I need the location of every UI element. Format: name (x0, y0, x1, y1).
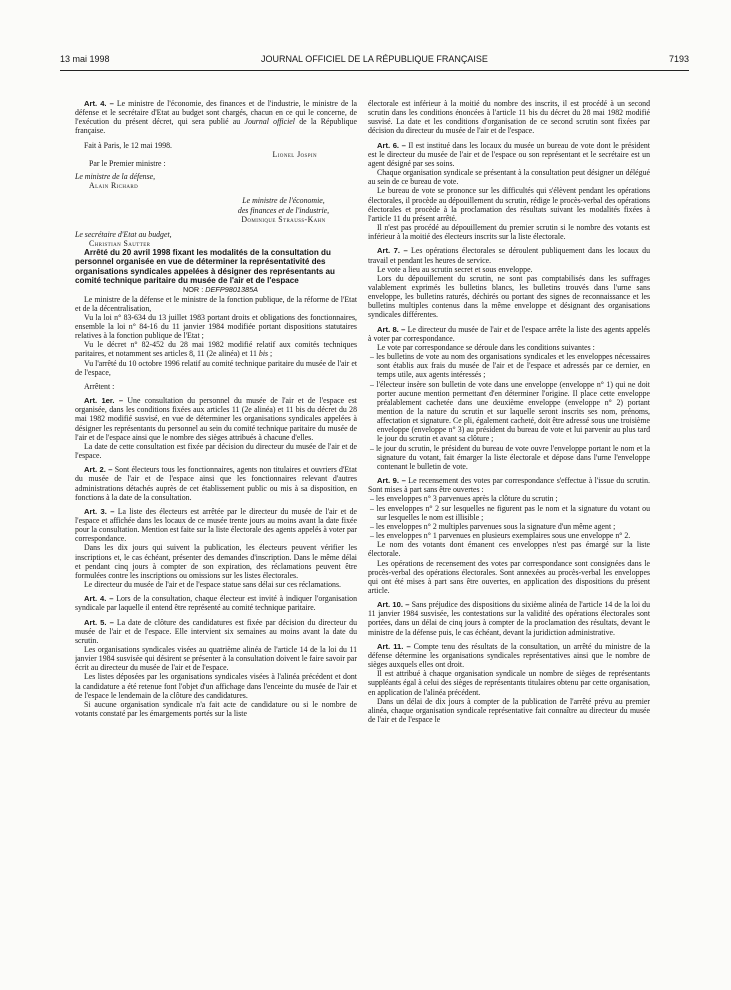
list-item: – le jour du scrutin, le président du bureau de vote ouvre l'enveloppe portant le nom et la signature du votant, fait émarger la liste électorale et dépose dans l'urne l'enveloppe contenant le bulletin de vote. (368, 444, 650, 471)
pm-signature: Lionel Jospin (272, 149, 317, 159)
article-7-p3: Lors du dépouillement du scrutin, ne sont pas comptabilisés dans les suffrages valablement exprimés les bulletins blancs, les bulletins trouvés dans l'urne sans enveloppe, les bulletins raturés, déchirés ou portant des signes de reconnaissance et les bulletins multiples contenus dans la même enveloppe et désignant des organisations syndicales différentes. (368, 273, 650, 320)
defense-minister-title: Le ministre de la défense, (75, 172, 156, 182)
article-3-p2: Dans les dix jours qui suivent la publication, les électeurs peuvent vérifier les inscriptions et, le cas échéant, présenter des demandes d'inscription. Dans le même délai et pendant cinq jours à compter de son expiration, des réclamations peuvent être formulées contre les inscriptions ou omissions sur les listes électorales. (75, 543, 357, 580)
arrete-title: Arrêté du 20 avril 1998 fixant les modalités de la consultation du personnel organisée en vue de déterminer la représentativité des organisations syndicales appelées à désigner des représentants au comité technique paritaire du musée de l'air et de l'espace (75, 248, 336, 286)
list-item: – les enveloppes n° 1 parvenues en plusieurs exemplaires sous une enveloppe n° 2. (368, 531, 650, 540)
arretent: Arrêtent : (84, 381, 115, 391)
article-2: Art. 2. – Sont électeurs tous les fonctionnaires, agents non titulaires et ouvriers d'Etat du musée de l'air et de l'espace ainsi que les fonctionnaires relevant d'autres administrations détachés auprès de cet établissement public ou mis à sa disposition, en fonctions à la date de la consultation. (75, 465, 357, 502)
visa-ministers: Le ministre de la défense et le ministre de la fonction publique, de la réforme de l'Etat et de la décentralisation, (75, 294, 357, 313)
article-9-p2: Le nom des votants dont émanent ces enveloppes n'est pas émargé sur la liste électorale. (368, 540, 650, 559)
article-5: Art. 5. – La date de clôture des candidatures est fixée par décision du directeur du musée de l'air et de l'espace. Elle intervient six semaines au moins avant la date du scrutin. (75, 617, 357, 645)
article-9: Art. 9. – Le recensement des votes par correspondance s'effectue à l'issue du scrutin. Sont mises à part sans être ouvertes : (368, 476, 650, 495)
list-item: – les enveloppes n° 2 multiples parvenues sous la signature d'un même agent ; (368, 522, 650, 531)
article-6: Art. 6. – Il est institué dans les locaux du musée un bureau de vote dont le président est le directeur du musée de l'air et de l'espace ou son représentant et le secrétaire est un agent désigné par ses soins. (368, 140, 650, 168)
decree-date: Fait à Paris, le 12 mai 1998. (84, 140, 173, 150)
article-1: Art. 1er. – Une consultation du personnel du musée de l'air et de l'espace est organisée, dans les conditions fixées aux articles 11 (2e alinéa) et 11 bis du décret du 28 mai 1982 modifié susvisé, en vue de déterminer les organisations syndicales appelées à désigner les représentants du personnel au sein du comité technique paritaire du musée de l'air et de l'espace ainsi que le nombre des sièges attribués à chacune d'elles. (75, 396, 357, 442)
article-5-p4: Si aucune organisation syndicale n'a fait acte de candidature ou si le nombre de votants constaté par les émargements portés sur la liste (75, 699, 357, 719)
article-7-p2: Le vote a lieu au scrutin secret et sous enveloppe. (377, 264, 533, 274)
visa-decree: Vu le décret n° 82-452 du 28 mai 1982 modifié relatif aux comités techniques paritaires, et notamment ses articles 8, 11 (2e alinéa) et 11 bis ; (75, 340, 357, 359)
article-10: Art. 10. – Sans préjudice des dispositions du sixième alinéa de l'article 14 de la loi du 11 janvier 1984 susvisée, les contestations sur la validité des opérations électorales sont portées, dans un délai de cinq jours à compter de la proclamation des résultats, devant le ministre de la défense puis, le cas échéant, devant la juridiction administrative. (368, 600, 650, 637)
article-1-p2: La date de cette consultation est fixée par décision du directeur du musée de l'air et de l'espace. (75, 441, 357, 461)
article-5-continuation: électorale est inférieur à la moitié du nombre des inscrits, il est procédé à un second scrutin dans les conditions énoncées à l'article 11 bis du décret du 28 mai 1982 modifié susvisé. La date et les conditions d'organisation de ce second scrutin sont fixées par décision du directeur du musée de l'air et de l'espace. (368, 99, 650, 136)
article-3-p3: Le directeur du musée de l'air et de l'espace statue sans délai sur ces réclamations. (84, 580, 341, 590)
visa-law: Vu la loi n° 83-634 du 13 juillet 1983 portant droits et obligations des fonctionnaires, ensemble la loi n° 84-16 du 11 janvier 1984 modifiée portant dispositions statutaires relatives à la fonction publique de l'Etat ; (75, 312, 357, 341)
article-9-p3: Les opérations de recensement des votes par correspondance sont consignées dans le procès-verbal des opérations électorales. Sont annexées au procès-verbal les enveloppes qui ont été mises à part sans être ouvertes, en application des dispositions du présent article. (368, 558, 650, 595)
header-rule (60, 70, 689, 71)
article-11-p2: Il est attribué à chaque organisation syndicale un nombre de sièges de représentants suppléants égal à celui des sièges de représentants titulaires obtenu par cette organisation, en application de l'alinéa précédent. (368, 669, 650, 697)
article-3: Art. 3. – La liste des électeurs est arrêtée par le directeur du musée de l'air et de l'espace et affichée dans les locaux de ce musée trente jours au moins avant la date fixée pour la consultation. Mention est faite sur la liste électorale des agents appelés à voter par correspondance. (75, 506, 357, 544)
article-4: Art. 4. – Lors de la consultation, chaque électeur est invité à indiquer l'organisation syndicale par laquelle il entend être représenté au comité technique paritaire. (75, 594, 357, 613)
nor-reference: NOR : DEFP9801385A (182, 285, 259, 295)
article-6-p4: Il n'est pas procédé au dépouillement du premier scrutin si le nombre des votants est inférieur à la moitié des électeurs inscrits sur la liste électorale. (368, 223, 650, 242)
visa-arrete: Vu l'arrêté du 10 octobre 1996 relatif au comité technique paritaire du musée de l'air et de l'espace, (75, 358, 357, 377)
header-date: 13 mai 1998 (60, 54, 110, 64)
eco-minister-title-1: Le ministre de l'économie, (242, 196, 325, 206)
defense-minister-name: Alain Richard (89, 181, 139, 191)
page-number: 7193 (668, 54, 689, 64)
article-5-p3: Les listes déposées par les organisations syndicales visées à l'alinéa précédent et dont la candidature a été retenue font l'objet d'un affichage dans l'enceinte du musée de l'air et de l'espace le lendemain de la clôture des candidatures. (75, 672, 357, 700)
article-6-p2: Chaque organisation syndicale se présentant à la consultation peut désigner un délégué au sein de ce bureau de vote. (368, 168, 650, 187)
list-item: – l'électeur insère son bulletin de vote dans une enveloppe (enveloppe n° 1) qui ne doit porter aucune mention permettant d'en déterminer l'origine. Il place cette enveloppe préalablement cachetée dans une deuxième enveloppe (enveloppe n° 2) portant mention de la nature du scrutin et sur laquelle seront inscrits ses nom, prénoms, affectation et signature. Ce pli, également cacheté, doit être adressé sous une troisième enveloppe (enveloppe n° 3) au président du bureau de vote et lui parvenir au plus tard le jour du scrutin et avant sa clôture ; (368, 380, 650, 444)
eco-minister-title-2: des finances et de l'industrie, (237, 205, 330, 215)
article-6-p3: Le bureau de vote se prononce sur les difficultés qui s'élèvent pendant les opérations électorales, il procède au dépouillement du scrutin, rédige le procès-verbal des opérations électorales et procède à la proclamation des résultats suivant les modalités fixées à l'article 11 du présent arrêté. (368, 186, 650, 223)
article-11: Art. 11. – Compte tenu des résultats de la consultation, un arrêté du ministre de la défense détermine les organisations syndicales représentatives ainsi que le nombre de sièges auxquels elles ont droit. (368, 641, 650, 670)
budget-secretary-title: Le secrétaire d'Etat au budget, (75, 229, 172, 239)
list-item: – les enveloppes n° 2 sur lesquelles ne figurent pas le nom et la signature du votant ou sur lesquelles le nom est illisible ; (368, 504, 650, 522)
eco-minister-name: Dominique Strauss-Kahn (241, 214, 326, 224)
budget-secretary-name: Christian Sautter (89, 239, 151, 249)
decree-article-4: Art. 4. – Le ministre de l'économie, des finances et de l'industrie, le ministre de la défense et le secrétaire d'Etat au budget sont chargés, chacun en ce qui le concerne, de l'exécution du présent décret, qui sera publié au Journal officiel de la République française. (75, 99, 357, 136)
right-column (368, 99, 650, 987)
journal-title: JOURNAL OFFICIEL DE LA RÉPUBLIQUE FRANÇAISE (261, 54, 488, 64)
par-premier-ministre: Par le Premier ministre : (89, 158, 166, 168)
article-8-list (368, 352, 650, 471)
article-5-p2: Les organisations syndicales visées au quatrième alinéa de l'article 14 de la loi du 11 janvier 1984 susvisée qui désirent se présenter à la consultation doivent le faire savoir par écrit au directeur du musée de l'air et de l'espace. (75, 645, 357, 673)
article-8: Art. 8. – Le directeur du musée de l'air et de l'espace arrête la liste des agents appelés à voter par correspondance. (368, 324, 650, 343)
list-item: – les bulletins de vote au nom des organisations syndicales et les enveloppes nécessaires sont établis aux frais du musée de l'air et de l'espace et adressés par ce dernier, en temps utile, aux agents intéressés ; (368, 352, 650, 379)
article-7: Art. 7. – Les opérations électorales se déroulent publiquement dans les locaux du travail et pendant les heures de service. (368, 246, 650, 265)
page-header (60, 54, 689, 70)
article-9-list (368, 494, 650, 540)
article-11-p3: Dans un délai de dix jours à compter de la publication de l'arrêté prévu au premier alinéa, chaque organisation syndicale représentative fait connaître au directeur du musée de l'air et de l'espace le (368, 696, 650, 724)
list-item: – les enveloppes n° 3 parvenues après la clôture du scrutin ; (368, 494, 650, 503)
article-8-p2: Le vote par correspondance se déroule dans les conditions suivantes : (377, 342, 595, 352)
left-column (75, 99, 357, 987)
